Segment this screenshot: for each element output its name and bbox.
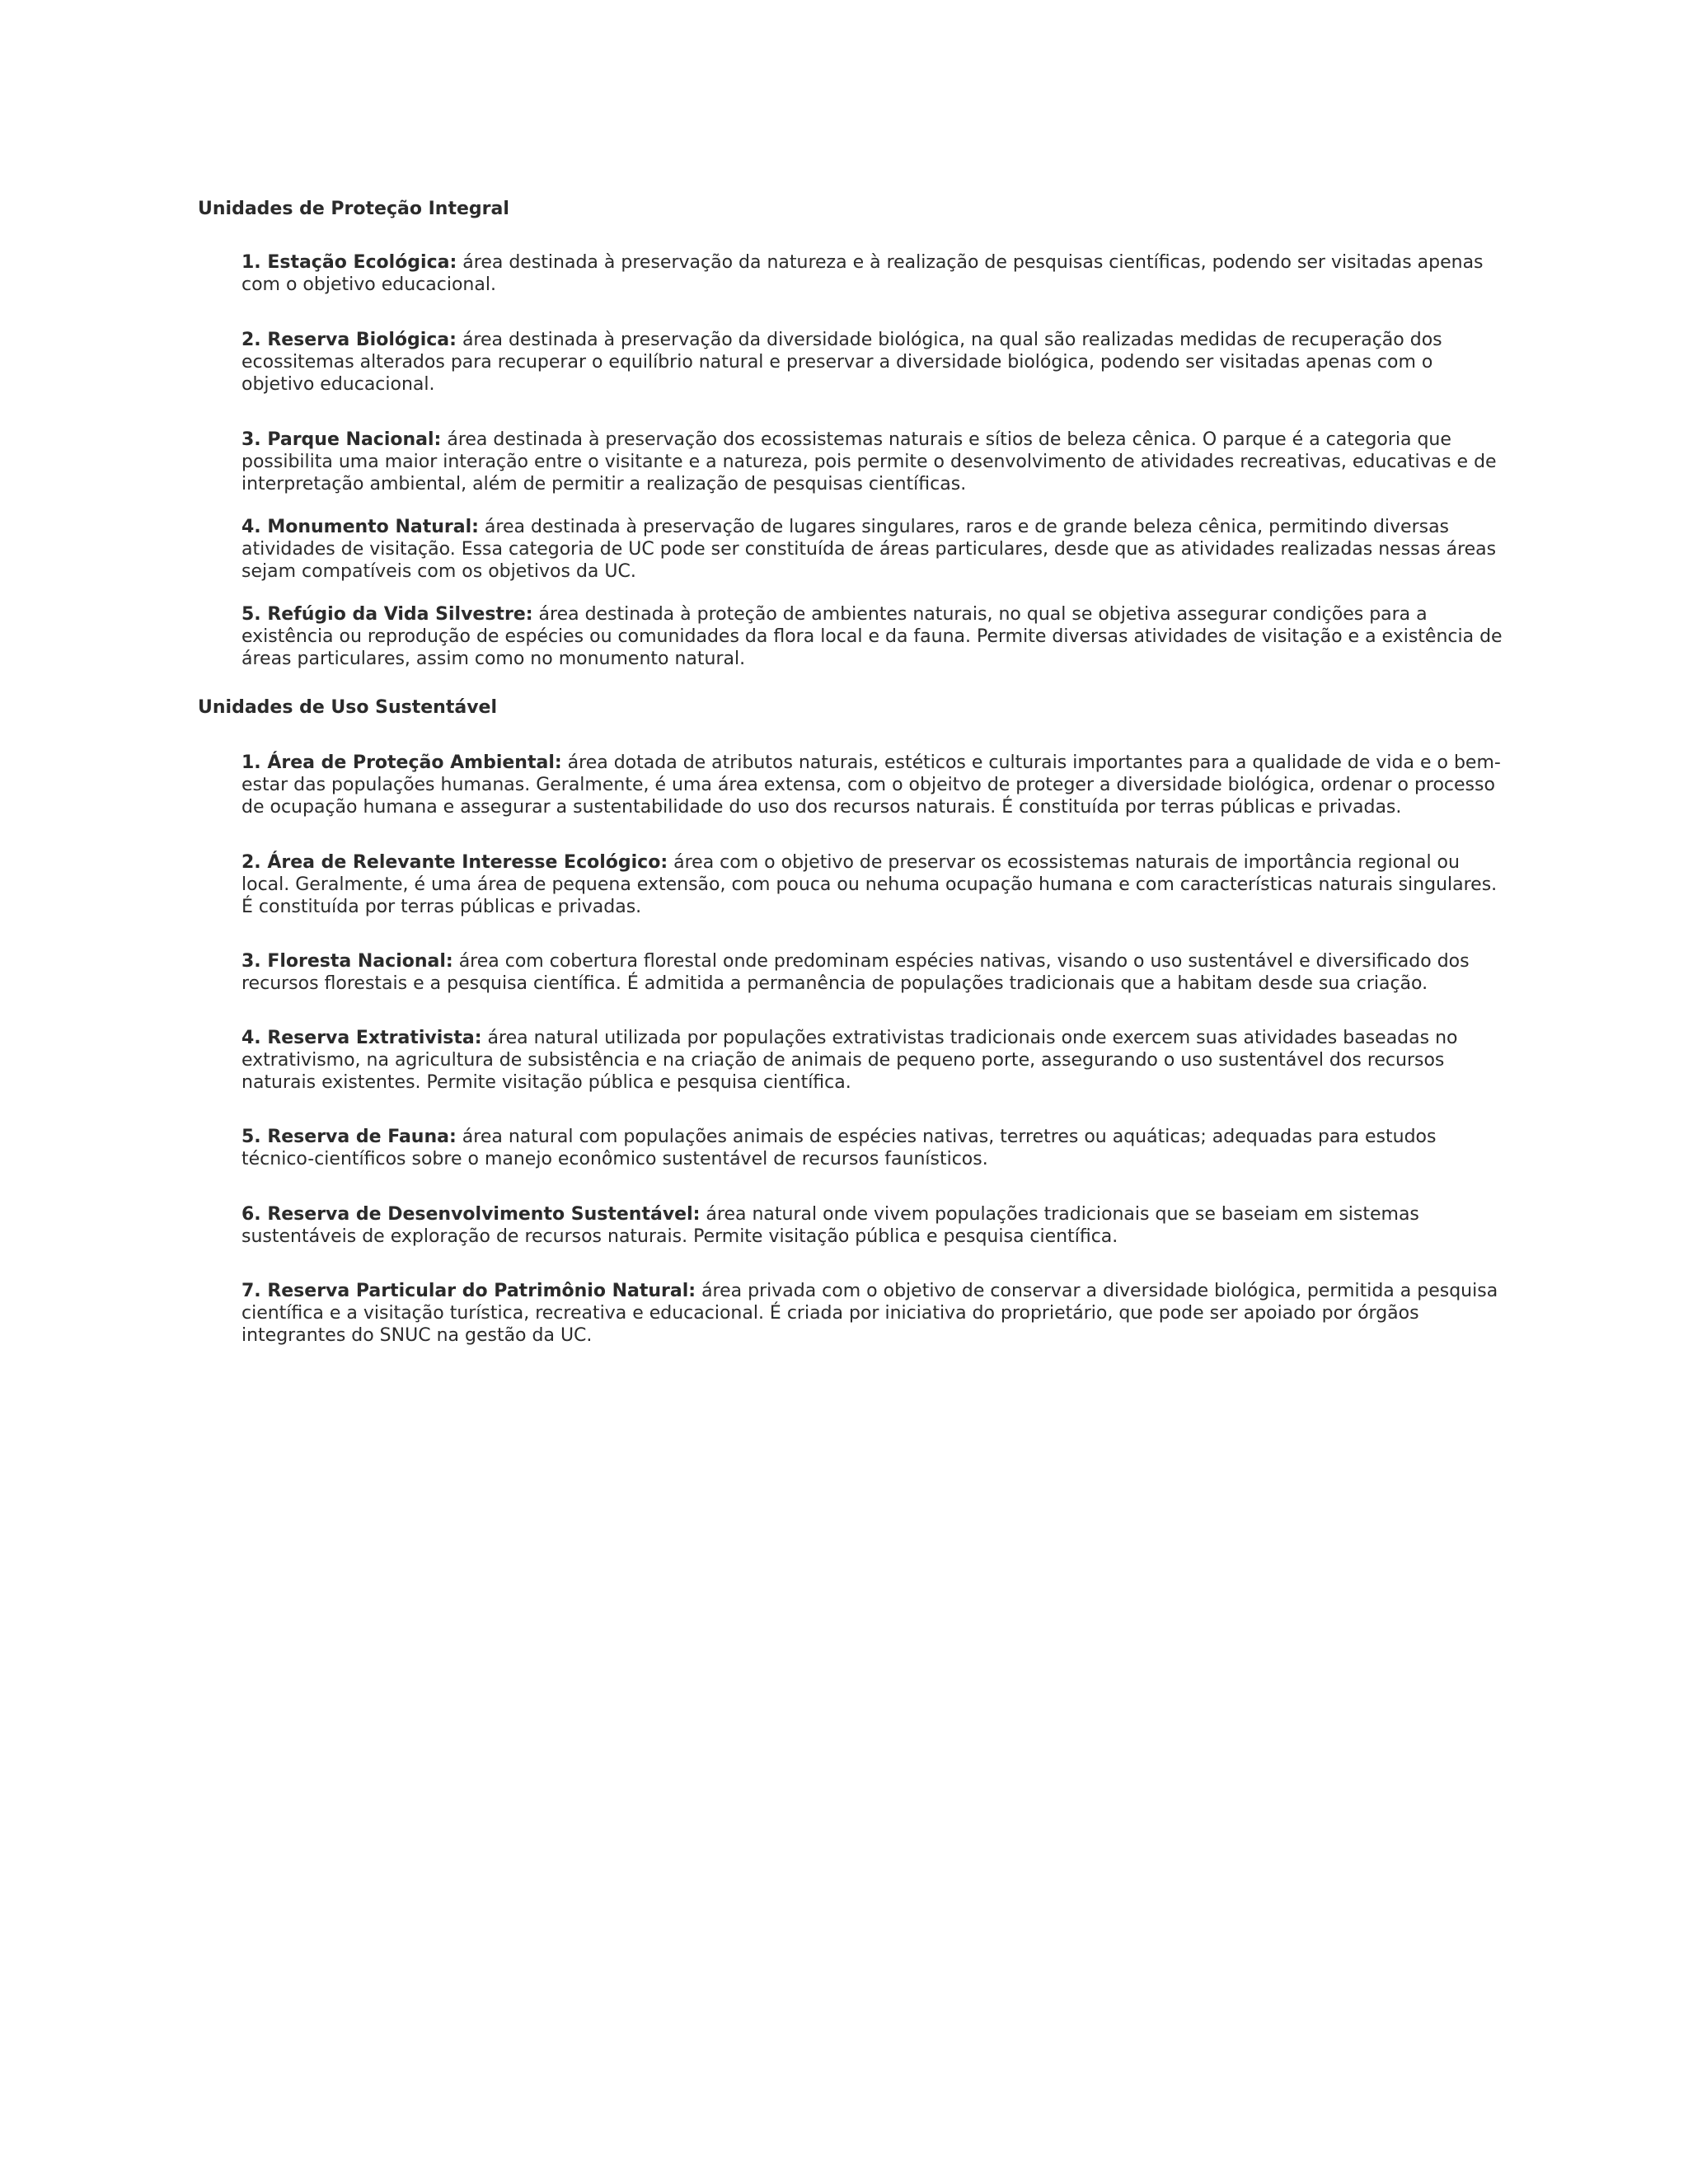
entry-text: área destinada à preservação de lugares singulares, raros e de grande beleza cênica, permitindo diversas atividades de visitação. Essa categoria de UC pode ser constituída de áreas particulares, desde que as atividades realizadas nessas áreas sejam compatíveis com os objetivos da UC.	[241, 517, 1497, 582]
entry-text: área com o objetivo de preservar os ecossistemas naturais de importância regional ou local. Geralmente, é uma área de pequena extensão, com pouca ou nehuma ocupação humana e com características naturais singulares. É constituída por terras públicas e privadas.	[241, 852, 1498, 917]
entry-reserva-biologica	[241, 329, 1503, 396]
entry-parque-nacional	[241, 429, 1503, 495]
entry-text: área natural com populações animais de espécies nativas, terretres ou aquáticas; adequadas para estudos técnico-científicos sobre o manejo econômico sustentável de recursos faunísticos.	[241, 1127, 1437, 1169]
entry-term: 5. Refúgio da Vida Silvestre:	[241, 604, 533, 625]
entry-reserva-particular-patrimonio	[241, 1280, 1503, 1347]
entry-estacao-ecologica	[241, 251, 1503, 296]
entry-term: 2. Área de Relevante Interesse Ecológico:	[241, 852, 668, 873]
section-title-uso-sustentavel: Unidades de Uso Sustentável	[198, 697, 498, 718]
entry-term: 5. Reserva de Fauna:	[241, 1127, 457, 1147]
entry-term: 1. Área de Proteção Ambiental:	[241, 752, 562, 773]
entry-text: área natural onde vivem populações tradicionais que se baseiam em sistemas sustentáveis de exploração de recursos naturais. Permite visitação pública e pesquisa científica.	[241, 1204, 1419, 1247]
entry-text: área destinada à preservação dos ecossistemas naturais e sítios de beleza cênica. O parque é a categoria que possibilita uma maior interação entre o visitante e a natureza, pois permite o desenvolvimento de atividades recreativas, educativas e de interpretação ambiental, além de permitir a realização de pesquisas científicas.	[241, 429, 1497, 494]
entry-text: área destinada à preservação da natureza e à realização de pesquisas científicas, podendo ser visitadas apenas com o objetivo educacional.	[241, 252, 1484, 295]
entry-text: área com cobertura florestal onde predominam espécies nativas, visando o uso sustentável e diversificado dos recursos florestais e a pesquisa científica. É admitida a permanência de populações tradicionais que a habitam desde sua criação.	[241, 951, 1470, 994]
entry-text: área dotada de atributos naturais, estéticos e culturais importantes para a qualidade de vida e o bem-estar das populações humanas. Geralmente, é uma área extensa, com o objeitvo de proteger a diversidade biológica, ordenar o processo de ocupação humana e assegurar a sustentabilidade do uso dos recursos naturais. É constituída por terras públicas e privadas.	[241, 752, 1501, 818]
entry-text: área destinada à proteção de ambientes naturais, no qual se objetiva assegurar condições para a existência ou reprodução de espécies ou comunidades da flora local e da fauna. Permite diversas atividades de visitação e a existência de áreas particulares, assim como no monumento natural.	[241, 604, 1503, 669]
entry-text: área privada com o objetivo de conservar a diversidade biológica, permitida a pesquisa científica e a visitação turística, recreativa e educacional. É criada por iniciativa do proprietário, que pode ser apoiado por órgãos integrantes do SNUC na gestão da UC.	[241, 1281, 1498, 1346]
entry-floresta-nacional	[241, 950, 1503, 995]
entry-term: 7. Reserva Particular do Patrimônio Natural:	[241, 1281, 696, 1301]
entry-monumento-natural	[241, 516, 1503, 583]
entry-term: 3. Parque Nacional:	[241, 429, 442, 450]
entry-refugio-vida-silvestre	[241, 603, 1503, 670]
entry-term: 1. Estação Ecológica:	[241, 252, 457, 273]
entry-reserva-extrativista	[241, 1027, 1503, 1094]
entry-term: 3. Floresta Nacional:	[241, 951, 453, 972]
entry-text: área natural utilizada por populações extrativistas tradicionais onde exercem suas atividades baseadas no extrativismo, na agricultura de subsistência e na criação de animais de pequeno porte, assegurando o uso sustentável dos recursos naturais existentes. Permite visitação pública e pesquisa científica.	[241, 1028, 1458, 1093]
entry-text: área destinada à preservação da diversidade biológica, na qual são realizadas medidas de recuperação dos ecossitemas alterados para recuperar o equilíbrio natural e preservar a diversidade biológica, podendo ser visitadas apenas com o objetivo educacional.	[241, 330, 1442, 395]
entry-reserva-desenvolvimento-sustentavel	[241, 1203, 1503, 1248]
entry-term: 4. Reserva Extrativista:	[241, 1028, 482, 1048]
entry-area-protecao-ambiental	[241, 752, 1503, 818]
entry-term: 2. Reserva Biológica:	[241, 330, 457, 350]
entry-term: 6. Reserva de Desenvolvimento Sustentável:	[241, 1204, 701, 1225]
entry-area-relevante-interesse	[241, 851, 1503, 918]
section-title-protecao-integral: Unidades de Proteção Integral	[198, 199, 509, 219]
entry-term: 4. Monumento Natural:	[241, 517, 479, 537]
entry-reserva-fauna	[241, 1126, 1503, 1170]
